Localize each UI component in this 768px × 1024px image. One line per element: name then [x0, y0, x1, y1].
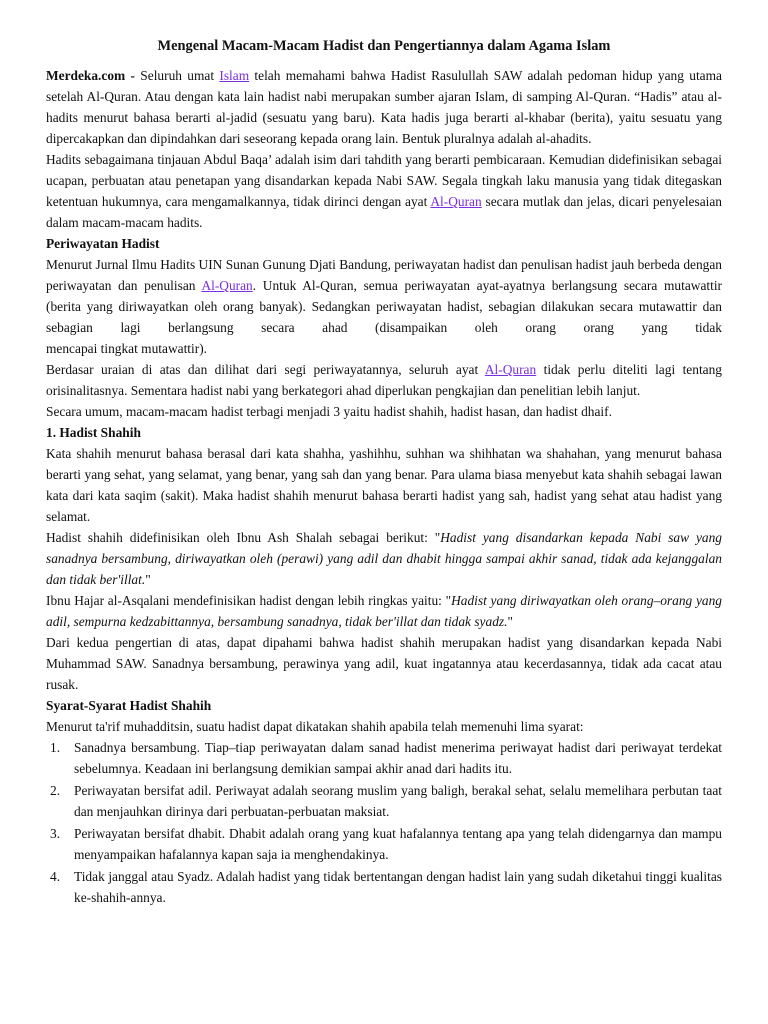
quote: Hadist yang diriwayatkan oleh orang–orang yang adil, sempurna kedzabittannya, bersambung sanadnya, tidak ber'illat dan tidak syadz. — [46, 593, 722, 629]
paragraph-periwayatan: Menurut Jurnal Ilmu Hadits UIN Sunan Gunung Djati Bandung, periwayatan hadist dan penulisan hadist jauh berbeda dengan periwayatan dan penulisan Al-Quran. Untuk Al-Quran, semua periwayatan ayat-ayatnya berlangsung secara mutawattir (berita yang diriwayatkan oleh orang banyak). Sedangkan periwayatan hadist, sebagian dilakukan secara mutawattir dan sebagian lagi berlangsung secara ahad (disampaikan oleh orang orang yang tidak — [46, 257, 723, 335]
paragraph-kesimpulan: Dari kedua pengertian di atas, dapat dipahami bahwa hadist shahih merupakan hadist yang disandarkan kepada Nabi Muhammad SAW. Sanadnya bersambung, perawinya yang adil, kuat ingatannya atau kecerdasannya, tidak ada cacat atau rusak. — [46, 635, 722, 692]
al-quran-link[interactable]: Al-Quran — [430, 194, 482, 209]
source-label: Merdeka.com - — [46, 68, 135, 83]
islam-link[interactable]: Islam — [219, 68, 250, 83]
al-quran-link[interactable]: Al-Quran — [484, 362, 537, 377]
al-quran-link[interactable]: Al-Quran — [201, 278, 253, 293]
list-item: 2. Periwayatan bersifat adil. Periwayat adalah seorang muslim yang baligh, berakal sehat, selalu memelihara perbutan taat dan menjauhkan dirinya dari perbuatan-perbuatan maksiat. — [50, 783, 722, 819]
paragraph-definisi-ibnu-hajar: Ibnu Hajar al-Asqalani mendefinisikan hadist dengan lebih ringkas yaitu: "Hadist yang diriwayatkan oleh orang–orang yang adil, sempurna kedzabittannya, bersambung sanadnya, tidak ber'illat dan tidak syadz." — [46, 593, 722, 629]
paragraph-periwayatan-end: mencapai tingkat mutawattir). — [46, 341, 208, 356]
paragraph-definisi-ibnu-ash-shalah: Hadist shahih didefinisikan oleh Ibnu Ash Shalah sebagai berikut: "Hadist yang disandarkan kepada Nabi saw yang sanadnya bersambung, diriwayatkan oleh (perawi) yang adil dan dhabit hingga sampai akhir sanad, tidak ada kejanggalan dan tidak ber'illat." — [46, 530, 722, 587]
list-item: 4. Tidak janggal atau Syadz. Adalah hadist yang tidak bertentangan dengan hadist lain yang sudah diketahui tinggi kualitas ke-shahih-annya. — [50, 869, 722, 905]
quote: Hadist yang disandarkan kepada Nabi saw yang sanadnya bersambung, diriwayatkan oleh (perawi) yang adil dan dhabit hingga sampai akhir sanad, tidak ada kejanggalan dan tidak ber'illat. — [46, 530, 722, 587]
intro-paragraph: Merdeka.com - Seluruh umat Islam telah memahami bahwa Hadist Rasulullah SAW adalah pedoman hidup yang utama setelah Al-Quran. Atau dengan kata lain hadist nabi merupakan sumber ajaran Islam, di samping Al-Quran. “Hadis” atau al-hadits menurut bahasa berarti al-jadid (sesuatu yang baru). Kata hadis juga berarti al-khabar (berita), yaitu sesuatu yang dipercakapkan dan dipindahkan dari seseorang kepada orang lain. Bentuk pluralnya adalah al-ahadits. — [46, 68, 722, 146]
heading-hadist-shahih: 1. Hadist Shahih — [46, 425, 141, 440]
list-item: 1. Sanadnya bersambung. Tiap–tiap periwayatan dalam sanad hadist menerima periwayat hadist dari periwayat terdekat sebelumnya. Keadaan ini berlangsung demikian sampai akhir anad dari hadits itu. — [50, 740, 722, 776]
article-title: Mengenal Macam-Macam Hadist dan Pengertiannya dalam Agama Islam — [157, 38, 611, 54]
paragraph-syarat-intro: Menurut ta'rif muhadditsin, suatu hadist dapat dikatakan shahih apabila telah memenuhi lima syarat: — [46, 719, 584, 734]
heading-periwayatan: Periwayatan Hadist — [46, 236, 160, 251]
heading-syarat: Syarat-Syarat Hadist Shahih — [46, 698, 212, 713]
list-item: 3. Periwayatan bersifat dhabit. Dhabit adalah orang yang kuat hafalannya tentang apa yang telah didengarnya dan mampu menyampaikan hafalannya kapan saja ia menghendakinya. — [50, 826, 722, 862]
paragraph-macam-hadist: Secara umum, macam-macam hadist terbagi menjadi 3 yaitu hadist shahih, hadist hasan, dan hadist dhaif. — [46, 404, 612, 419]
article — [46, 36, 722, 909]
syarat-list — [46, 737, 722, 908]
paragraph-hadits-definition: Hadits sebagaimana tinjauan Abdul Baqa’ adalah isim dari tahdith yang berarti pembicaraan. Kemudian didefinisikan sebagai ucapan, perbuatan atau penetapan yang disandarkan kepada Nabi SAW. Segala tingkah laku manusia yang tidak ditegaskan ketentuan hukumnya, cara mengamalkannya, tidak dirinci dengan ayat Al-Quran secara mutlak dan jelas, dicari penyelesaian dalam macam-macam hadits. — [46, 152, 722, 230]
paragraph-shahih-bahasa: Kata shahih menurut bahasa berasal dari kata shahha, yashihhu, suhhan wa shihhatan wa shahahan, yang menurut bahasa berarti yang sehat, yang selamat, yang benar, yang sah dan yang benar. Para ulama biasa menyebut kata shahih sebagai lawan kata dari kata saqim (sakit). Maka hadist shahih menurut bahasa berarti hadist yang sah, hadist yang sehat atau hadist yang selamat. — [46, 446, 722, 524]
paragraph-orisinalitas: Berdasar uraian di atas dan dilihat dari segi periwayatannya, seluruh ayat Al-Quran tidak perlu diteliti lagi tentang orisinalitasnya. Sementara hadist nabi yang berkategori ahad diperlukan pengkajian dan penelitian lebih lanjut. — [46, 362, 722, 398]
